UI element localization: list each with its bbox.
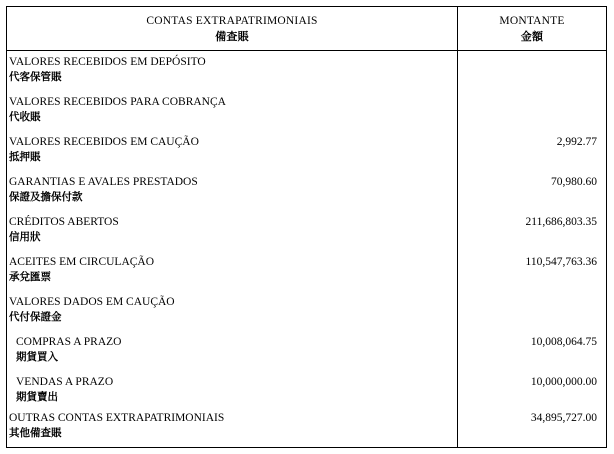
row-amount: 211,686,803.35 bbox=[525, 216, 597, 228]
row-label-zh: 保證及擔保付款 bbox=[9, 191, 83, 203]
table-row bbox=[7, 407, 606, 447]
row-amount: 110,547,763.36 bbox=[525, 256, 597, 268]
row-label-pt: VENDAS A PRAZO bbox=[16, 376, 114, 388]
header-amount-zh: 金額 bbox=[520, 29, 544, 43]
row-label-pt: COMPRAS A PRAZO bbox=[16, 336, 122, 348]
table-row bbox=[7, 131, 606, 171]
table-row bbox=[7, 251, 606, 291]
table-row bbox=[7, 51, 606, 91]
header-description-pt: CONTAS EXTRAPATRIMONIAIS bbox=[146, 14, 318, 27]
row-amount: 10,000,000.00 bbox=[530, 376, 597, 388]
header-amount bbox=[458, 7, 606, 50]
table-row bbox=[7, 331, 606, 371]
row-label-zh: 期貨買入 bbox=[16, 351, 58, 363]
row-amount: 2,992.77 bbox=[556, 136, 597, 148]
row-label-pt: GARANTIAS E AVALES PRESTADOS bbox=[9, 176, 198, 188]
row-label-zh: 期貨賣出 bbox=[16, 391, 58, 403]
row-label-pt: CRÉDITOS ABERTOS bbox=[9, 216, 119, 228]
row-label-zh: 其他備查賬 bbox=[9, 427, 62, 439]
table-row bbox=[7, 291, 606, 331]
row-amount: 34,895,727.00 bbox=[530, 412, 597, 424]
row-label-pt: VALORES RECEBIDOS EM DEPÓSITO bbox=[9, 56, 206, 68]
row-label-zh: 承兌匯票 bbox=[9, 271, 51, 283]
table-row bbox=[7, 91, 606, 131]
header-description bbox=[7, 7, 457, 50]
table-row bbox=[7, 371, 606, 411]
row-label-pt: ACEITES EM CIRCULAÇÃO bbox=[9, 256, 155, 268]
row-label-zh: 抵押賬 bbox=[9, 151, 41, 163]
row-label-zh: 代客保管賬 bbox=[9, 71, 62, 83]
header-amount-pt: MONTANTE bbox=[499, 14, 565, 27]
table-row bbox=[7, 211, 606, 251]
row-label-zh: 代收賬 bbox=[9, 111, 41, 123]
row-amount: 10,008,064.75 bbox=[530, 336, 597, 348]
row-label-pt: VALORES DADOS EM CAUÇÃO bbox=[9, 296, 175, 308]
row-label-pt: VALORES RECEBIDOS PARA COBRANÇA bbox=[9, 96, 226, 108]
row-label-pt: OUTRAS CONTAS EXTRAPATRIMONIAIS bbox=[9, 412, 225, 424]
row-label-zh: 代付保證金 bbox=[9, 311, 62, 323]
row-label-pt: VALORES RECEBIDOS EM CAUÇÃO bbox=[9, 136, 199, 148]
header-description-zh: 備查賬 bbox=[215, 29, 249, 43]
table-row bbox=[7, 171, 606, 211]
off-balance-sheet-table bbox=[6, 6, 607, 448]
row-label-zh: 信用狀 bbox=[9, 231, 41, 243]
row-amount: 70,980.60 bbox=[551, 176, 597, 188]
